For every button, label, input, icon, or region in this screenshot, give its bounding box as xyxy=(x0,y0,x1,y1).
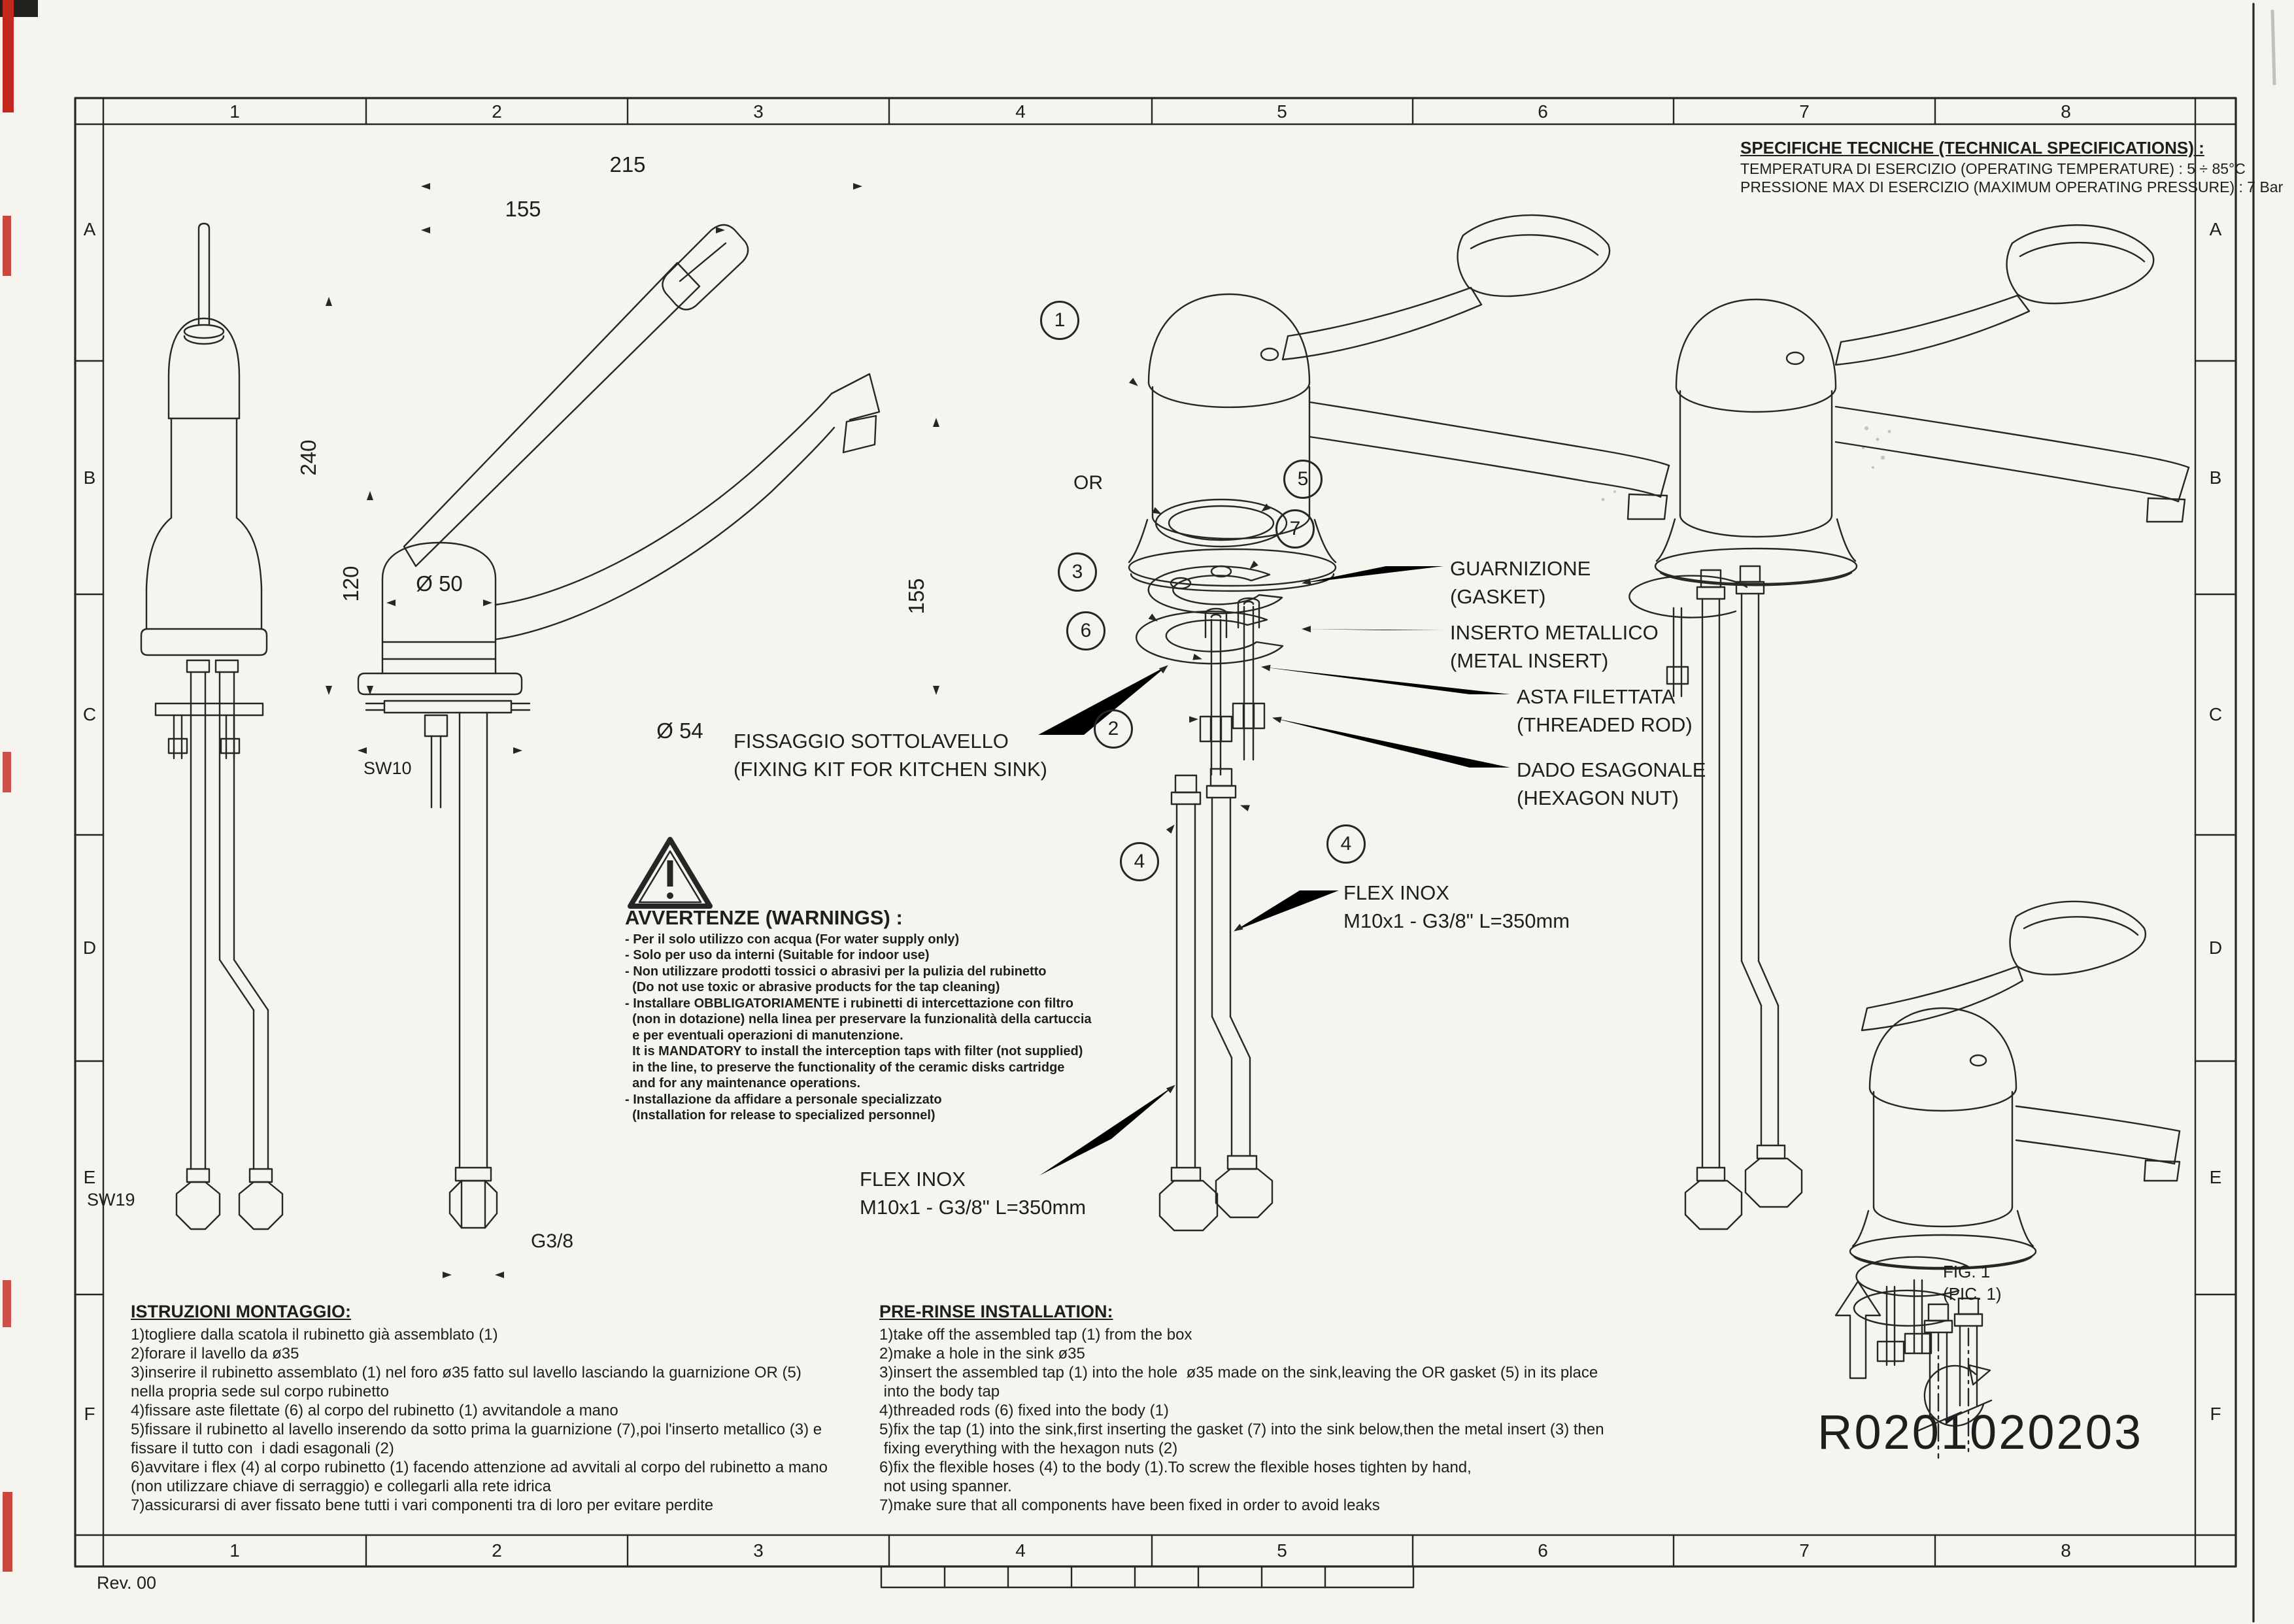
assembly-line: 6)avvitare i flex (4) al corpo rubinetto (1) facendo attenzione ad avvitali al corpo del rubinetto a mano xyxy=(131,1459,828,1476)
frame-col-top-2: 2 xyxy=(492,101,502,122)
assembly-line: 4)fissare aste filettate (6) al corpo del rubinetto (1) avvitandole a mano xyxy=(131,1402,618,1419)
callout-7-number: 7 xyxy=(1289,518,1301,539)
frame-col-bottom-6: 6 xyxy=(1538,1540,1548,1561)
assembly-line: 1)togliere dalla scatola il rubinetto già assemblato (1) xyxy=(131,1326,498,1344)
callout-4-right-number: 4 xyxy=(1340,833,1352,854)
prerinse-line: 6)fix the flexible hoses (4) to the body (1).To screw the flexible hoses tighten by hand, xyxy=(879,1459,1472,1476)
assembly-line: 3)inserire il rubinetto assemblato (1) nel foro ø35 fatto sul lavello lasciando la guarnizione OR (5) xyxy=(131,1364,801,1381)
specs-temperature: TEMPERATURA DI ESERCIZIO (OPERATING TEMPERATURE) : 5 ÷ 85°C xyxy=(1740,160,2246,177)
figure-number: FIG. 1 xyxy=(1943,1262,1991,1281)
assembly-line: nella propria sede sul corpo rubinetto xyxy=(131,1383,389,1400)
label-gasket-it: GUARNIZIONE xyxy=(1450,557,1591,580)
wrench-sw10-label: SW10 xyxy=(363,758,412,778)
frame-col-top-8: 8 xyxy=(2061,101,2071,122)
specs-title: SPECIFICHE TECNICHE (TECHNICAL SPECIFICATIONS) : xyxy=(1740,138,2204,158)
warning-line: e per eventuali operazioni di manutenzione. xyxy=(625,1028,903,1043)
thread-g38-label: G3/8 xyxy=(531,1230,574,1252)
callout-1-number: 1 xyxy=(1054,309,1066,331)
label-metal-insert-it: INSERTO METALLICO xyxy=(1450,621,1659,644)
warning-line: It is MANDATORY to install the interception taps with filter (not supplied) xyxy=(625,1044,1083,1058)
warning-line: (non in dotazione) nella linea per preservare la funzionalità della cartuccia xyxy=(625,1012,1092,1026)
assembly-instructions-it xyxy=(131,1302,828,1515)
label-flex-left-spec: M10x1 - G3/8" L=350mm xyxy=(860,1196,1087,1219)
dim-width-spout: 155 xyxy=(505,197,541,221)
frame-col-top-3: 3 xyxy=(753,101,764,122)
label-threaded-rod-it: ASTA FILETTATA xyxy=(1517,685,1676,708)
or-gasket-label: OR xyxy=(1073,472,1103,494)
frame-row-right-c: C xyxy=(2208,704,2223,724)
frame-col-bottom-1: 1 xyxy=(229,1540,240,1561)
frame-col-bottom-2: 2 xyxy=(492,1540,502,1561)
callout-2-number: 2 xyxy=(1107,718,1119,739)
frame-col-top-4: 4 xyxy=(1015,101,1026,122)
dim-height-body: 120 xyxy=(339,566,363,602)
warnings-block xyxy=(625,906,1092,1124)
frame-row-left-b: B xyxy=(83,467,96,488)
frame-row-left-c: C xyxy=(82,704,97,724)
figure-number-en: (PIC. 1) xyxy=(1943,1284,2002,1304)
warning-line: - Installare OBBLIGATORIAMENTE i rubinetti di intercettazione con filtro xyxy=(625,996,1073,1011)
warning-line: (Installation for release to specialized personnel) xyxy=(625,1108,936,1123)
warning-line: - Installazione da affidare a personale specializzato xyxy=(625,1092,942,1107)
assembly-line: 7)assicurarsi di aver fissato bene tutti i vari componenti tra di loro per evitare perdite xyxy=(131,1497,714,1514)
prerinse-line: 5)fix the tap (1) into the sink,first inserting the gasket (7) into the sink below,then the metal insert (3) then xyxy=(879,1421,1604,1438)
assembly-line: fissare il tutto con i dadi esagonali (2) xyxy=(131,1440,394,1457)
frame-col-top-1: 1 xyxy=(229,101,240,122)
warning-triangle-icon xyxy=(630,839,710,906)
specs-pressure: PRESSIONE MAX DI ESERCIZIO (MAXIMUM OPERATING PRESSURE) : 7 Bar xyxy=(1740,178,2284,195)
prerinse-line: fixing everything with the hexagon nuts (2) xyxy=(879,1440,1178,1457)
assembly-line: 2)forare il lavello da ø35 xyxy=(131,1345,299,1362)
frame-col-top-7: 7 xyxy=(1799,101,1810,122)
frame-row-right-b: B xyxy=(2209,467,2222,488)
assembly-line: 5)fissare il rubinetto al lavello inserendo da sotto prima la guarnizione (7),poi l'inserto metallico (3) e xyxy=(131,1421,822,1438)
label-metal-insert-en: (METAL INSERT) xyxy=(1450,649,1609,672)
label-hexagon-nut-it: DADO ESAGONALE xyxy=(1517,758,1706,781)
label-flex-right-spec: M10x1 - G3/8" L=350mm xyxy=(1343,909,1570,932)
prerinse-line: 4)threaded rods (6) fixed into the body (1) xyxy=(879,1402,1169,1419)
dim-dia-body: Ø 50 xyxy=(416,571,463,596)
warning-line: - Non utilizzare prodotti tossici o abrasivi per la pulizia del rubinetto xyxy=(625,964,1047,979)
prerinse-line: into the body tap xyxy=(879,1383,1000,1400)
frame-col-bottom-7: 7 xyxy=(1799,1540,1810,1561)
prerinse-title: PRE-RINSE INSTALLATION: xyxy=(879,1302,1113,1321)
label-fixing-kit-en: (FIXING KIT FOR KITCHEN SINK) xyxy=(734,758,1047,781)
dim-dia-flange: Ø 54 xyxy=(656,719,703,743)
label-flex-right-name: FLEX INOX xyxy=(1343,881,1449,904)
frame-row-right-d: D xyxy=(2208,938,2223,958)
callout-3-number: 3 xyxy=(1071,561,1083,583)
dim-height-spout: 155 xyxy=(904,578,928,615)
frame-col-bottom-8: 8 xyxy=(2061,1540,2071,1561)
frame-col-top-6: 6 xyxy=(1538,101,1548,122)
prerinse-line: 7)make sure that all components have been fixed in order to avoid leaks xyxy=(879,1497,1380,1514)
callout-6-number: 6 xyxy=(1080,620,1092,641)
frame-col-bottom-5: 5 xyxy=(1277,1540,1287,1561)
prerinse-line: not using spanner. xyxy=(879,1478,1012,1495)
figure-caption xyxy=(1943,1260,2002,1305)
revision-label: Rev. 00 xyxy=(97,1573,157,1593)
callout-4-left-number: 4 xyxy=(1134,851,1145,872)
label-hexagon-nut-en: (HEXAGON NUT) xyxy=(1517,787,1679,809)
prerinse-line: 1)take off the assembled tap (1) from the box xyxy=(879,1326,1192,1344)
wrench-sw19-label: SW19 xyxy=(87,1190,135,1210)
warning-line: - Solo per uso da interni (Suitable for indoor use) xyxy=(625,948,930,962)
frame-col-bottom-4: 4 xyxy=(1015,1540,1026,1561)
frame-row-left-d: D xyxy=(82,938,97,958)
warning-line: in the line, to preserve the functionality of the ceramic disks cartridge xyxy=(625,1060,1065,1075)
warning-line: and for any maintenance operations. xyxy=(625,1076,861,1091)
part-number: R0201020203 xyxy=(1817,1405,2143,1459)
frame-row-left-f: F xyxy=(84,1404,95,1424)
label-fixing-kit-it: FISSAGGIO SOTTOLAVELLO xyxy=(734,730,1009,753)
frame-row-right-a: A xyxy=(2209,219,2222,239)
label-flex-left-name: FLEX INOX xyxy=(860,1168,966,1191)
callout-5-number: 5 xyxy=(1297,468,1309,490)
label-gasket-en: (GASKET) xyxy=(1450,585,1546,608)
warnings-title: AVVERTENZE (WARNINGS) : xyxy=(625,906,903,929)
installation-instructions-en xyxy=(879,1302,1604,1515)
dim-height-total: 240 xyxy=(296,439,320,476)
frame-col-bottom-3: 3 xyxy=(753,1540,764,1561)
warning-line: (Do not use toxic or abrasive products for the tap cleaning) xyxy=(625,980,1000,994)
prerinse-line: 2)make a hole in the sink ø35 xyxy=(879,1345,1085,1362)
assembly-title: ISTRUZIONI MONTAGGIO: xyxy=(131,1302,351,1321)
frame-row-right-e: E xyxy=(2209,1167,2222,1187)
frame-row-left-a: A xyxy=(83,219,96,239)
frame-row-left-e: E xyxy=(83,1167,96,1187)
prerinse-line: 3)insert the assembled tap (1) into the hole ø35 made on the sink,leaving the OR gasket (5) in its place xyxy=(879,1364,1598,1381)
dim-width-total: 215 xyxy=(609,152,646,177)
label-threaded-rod-en: (THREADED ROD) xyxy=(1517,713,1693,736)
warning-line: - Per il solo utilizzo con acqua (For water supply only) xyxy=(625,932,960,947)
frame-row-right-f: F xyxy=(2210,1404,2221,1424)
frame-col-top-5: 5 xyxy=(1277,101,1287,122)
assembly-line: (non utilizzare chiave di serraggio) e collegarli alla rete idrica xyxy=(131,1478,551,1495)
